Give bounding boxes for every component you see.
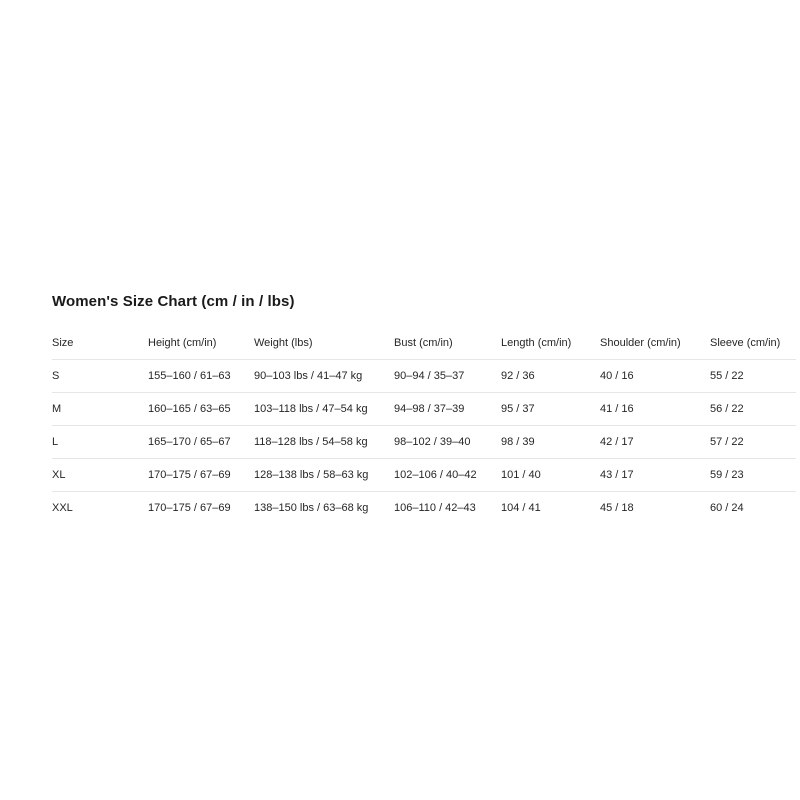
column-header-length: Length (cm/in)	[501, 334, 600, 360]
shoulder-cell: 43 / 17	[600, 459, 710, 492]
weight-cell: 90–103 lbs / 41–47 kg	[254, 360, 394, 393]
weight-cell: 118–128 lbs / 54–58 kg	[254, 426, 394, 459]
size-cell: XXL	[52, 502, 73, 514]
column-header-sleeve: Sleeve (cm/in)	[710, 334, 796, 360]
sleeve-cell: 60 / 24	[710, 502, 744, 514]
size-cell: M	[52, 393, 148, 426]
sleeve-cell: 57 / 22	[710, 426, 796, 459]
table-row	[52, 393, 796, 426]
shoulder-cell: 41 / 16	[600, 393, 710, 426]
bust-cell: 90–94 / 35–37	[394, 360, 501, 393]
length-cell: 95 / 37	[501, 393, 600, 426]
height-cell: 170–175 / 67–69	[148, 459, 254, 492]
length-cell: 101 / 40	[501, 459, 600, 492]
size-cell: XL	[52, 459, 148, 492]
size-cell: S	[52, 360, 148, 393]
sleeve-cell: 55 / 22	[710, 360, 796, 393]
height-cell: 170–175 / 67–69	[148, 502, 231, 514]
shoulder-cell: 45 / 18	[600, 502, 634, 514]
size-table	[52, 334, 796, 524]
height-cell: 160–165 / 63–65	[148, 393, 254, 426]
table-row	[52, 459, 796, 492]
table-row	[52, 426, 796, 459]
height-cell: 165–170 / 65–67	[148, 426, 254, 459]
header-row	[52, 334, 796, 360]
sleeve-cell: 59 / 23	[710, 459, 796, 492]
column-header-size: Size	[52, 334, 148, 360]
weight-cell: 138–150 lbs / 63–68 kg	[254, 502, 369, 514]
bust-cell: 98–102 / 39–40	[394, 426, 501, 459]
column-header-height: Height (cm/in)	[148, 334, 254, 360]
weight-cell: 128–138 lbs / 58–63 kg	[254, 459, 394, 492]
size-cell: L	[52, 426, 148, 459]
bust-cell: 94–98 / 37–39	[394, 393, 501, 426]
column-header-bust: Bust (cm/in)	[394, 334, 501, 360]
bust-cell: 102–106 / 40–42	[394, 459, 501, 492]
length-cell: 104 / 41	[501, 502, 541, 514]
column-header-shoulder: Shoulder (cm/in)	[600, 334, 710, 360]
length-cell: 98 / 39	[501, 426, 600, 459]
table-row	[52, 360, 796, 393]
table-row	[52, 492, 796, 525]
bust-cell: 106–110 / 42–43	[394, 502, 476, 514]
chart-title: Women's Size Chart (cm / in / lbs)	[52, 293, 295, 310]
shoulder-cell: 40 / 16	[600, 360, 710, 393]
length-cell: 92 / 36	[501, 360, 600, 393]
size-chart	[52, 292, 796, 524]
sleeve-cell: 56 / 22	[710, 393, 796, 426]
shoulder-cell: 42 / 17	[600, 426, 710, 459]
weight-cell: 103–118 lbs / 47–54 kg	[254, 393, 394, 426]
height-cell: 155–160 / 61–63	[148, 360, 254, 393]
column-header-weight: Weight (lbs)	[254, 334, 394, 360]
